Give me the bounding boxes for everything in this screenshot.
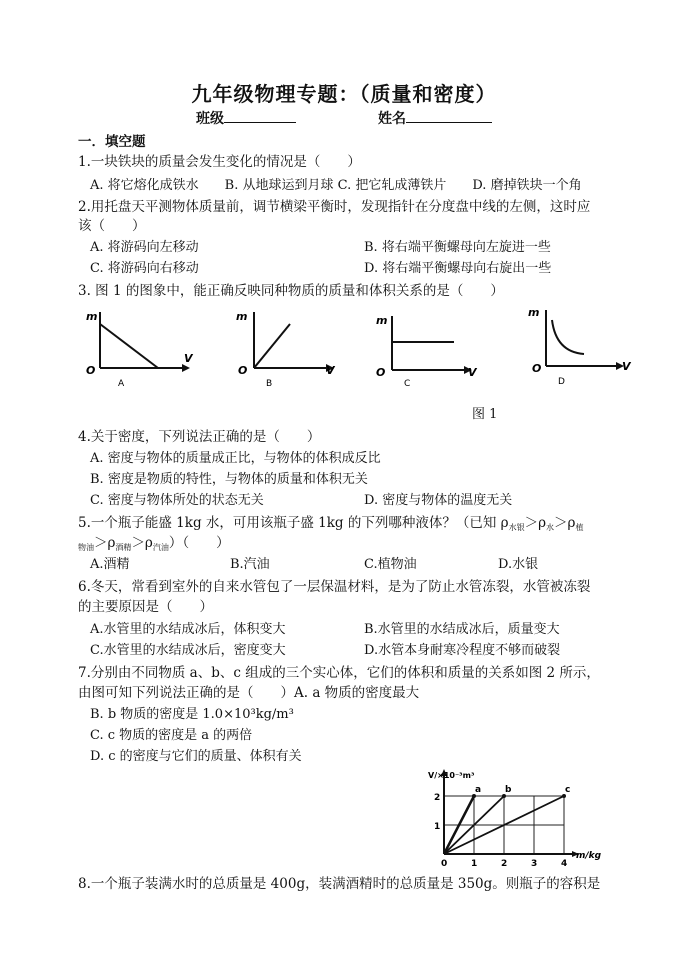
q2-option-b: B. 将右端平衡螺母向左旋进一些 bbox=[364, 240, 551, 255]
q5-option-a: A.酒精 bbox=[90, 557, 130, 572]
q5-sub-plant: 植 bbox=[575, 523, 584, 532]
graph-d-axis-m: m bbox=[528, 306, 540, 319]
graph-c bbox=[376, 314, 478, 389]
q5-line2-b: ＞ρ bbox=[94, 535, 116, 551]
q6-option-d: D.水管本身耐寒冷程度不够而破裂 bbox=[364, 643, 561, 658]
q5-line2-d: ）（ ） bbox=[168, 535, 230, 551]
section-heading: 一．填空题 bbox=[78, 134, 146, 150]
chart-series-label-b: b bbox=[505, 785, 512, 795]
q5-option-b: B.汽油 bbox=[230, 557, 270, 572]
q6-option-c: C.水管里的水结成冰后，密度变大 bbox=[90, 643, 286, 658]
q1-stem: 1.一块铁块的质量会发生变化的情况是（ ） bbox=[78, 154, 361, 170]
figure-1-graphs bbox=[80, 304, 640, 400]
q5-option-c: C.植物油 bbox=[364, 557, 417, 572]
graph-d bbox=[528, 306, 632, 387]
q2-option-a: A. 将游码向左移动 bbox=[90, 240, 199, 255]
graph-a-origin: O bbox=[86, 364, 96, 377]
graph-c-label: C bbox=[404, 379, 411, 389]
q4-option-b: B. 密度是物质的特性，与物体的质量和体积无关 bbox=[90, 472, 368, 487]
graph-b bbox=[236, 310, 336, 389]
q5-option-d: D.水银 bbox=[498, 557, 539, 572]
q4-option-c: C. 密度与物体所处的状态无关 bbox=[90, 493, 264, 508]
q3-stem: 3. 图 1 的图象中，能正确反映同种物质的质量和体积关系的是（ ） bbox=[78, 283, 504, 299]
graph-c-origin: O bbox=[376, 366, 386, 379]
chart-x-tick-label: 4 bbox=[561, 859, 568, 869]
q7-option-c: C. c 物质的密度是 a 的两倍 bbox=[90, 728, 253, 743]
chart-x-tick-label: 1 bbox=[471, 859, 478, 869]
chart-x-tick-label: 0 bbox=[441, 859, 448, 869]
q6-stem-line1: 6.冬天，常看到室外的自来水管包了一层保温材料，是为了防止水管冻裂，水管被冻裂 bbox=[78, 579, 591, 595]
q1-options: A. 将它熔化成铁水 B. 从地球运到月球 C. 把它轧成薄铁片 D. 磨掉铁块一个角 bbox=[90, 178, 582, 193]
graph-b-axis-v: V bbox=[326, 364, 335, 377]
graph-c-axis-m: m bbox=[376, 314, 388, 327]
chart-x-tick-label: 3 bbox=[531, 859, 538, 869]
graph-c-axis-v: V bbox=[468, 366, 477, 379]
q7-stem-line2: 由图可知下列说法正确的是（ ）A. a 物质的密度最大 bbox=[78, 685, 420, 701]
graph-b-label: B bbox=[266, 379, 273, 389]
q5-line2-c: ＞ρ bbox=[131, 535, 153, 551]
graph-a-label: A bbox=[118, 379, 125, 389]
q4-option-d: D. 密度与物体的温度无关 bbox=[364, 493, 513, 508]
name-label: 姓名 bbox=[378, 111, 406, 127]
q4-option-a: A. 密度与物体的质量成正比，与物体的体积成反比 bbox=[90, 451, 381, 466]
q6-option-a: A.水管里的水结成冰后，体积变大 bbox=[90, 622, 286, 637]
q5-stem-pre: 5.一个瓶子能盛 1kg 水，可用该瓶子盛 1kg 的下列哪种液体？（已知 ρ bbox=[78, 515, 509, 531]
graph-d-axis-v: V bbox=[622, 360, 631, 373]
chart-y-tick-label: 1 bbox=[434, 822, 441, 832]
q5-sub-alcohol: 酒精 bbox=[115, 543, 132, 552]
page-title: 九年级物理专题：（质量和密度） bbox=[191, 82, 497, 106]
q6-stem-line2: 的主要原因是（ ） bbox=[78, 599, 213, 615]
q4-stem: 4.关于密度，下列说法正确的是（ ） bbox=[78, 429, 321, 445]
graph-b-axis-m: m bbox=[236, 310, 248, 323]
chart-y-axis-label: V/×10⁻³m³ bbox=[428, 771, 475, 780]
q5-mid1: ＞ρ bbox=[524, 515, 547, 531]
q7-option-d: D. c 的密度与它们的质量、体积有关 bbox=[90, 749, 302, 764]
q8-stem: 8.一个瓶子装满水时的总质量是 400g，装满酒精时的总质量是 350g。则瓶子的容积是 bbox=[78, 876, 601, 892]
q6-option-b: B.水管里的水结成冰后，质量变大 bbox=[364, 622, 560, 637]
name-field bbox=[378, 108, 492, 128]
q2-option-c: C. 将游码向右移动 bbox=[90, 261, 199, 276]
name-blank bbox=[406, 108, 492, 123]
chart-x-tick-label: 2 bbox=[501, 859, 508, 869]
q5-sub-oil: 物油 bbox=[78, 543, 94, 552]
q7-option-b: B. b 物质的密度是 1.0×10³kg/m³ bbox=[90, 707, 294, 722]
q2-stem-line2: 该（ ） bbox=[78, 218, 146, 234]
graph-a-axis-m: m bbox=[86, 310, 98, 323]
graph-d-label: D bbox=[558, 377, 565, 387]
q5-mid2: ＞ρ bbox=[554, 515, 576, 531]
class-label: 班级 bbox=[196, 111, 224, 127]
chart-series-label-a: a bbox=[475, 785, 482, 795]
figure-1-caption: 图 1 bbox=[472, 407, 498, 422]
chart-series-label-c: c bbox=[565, 785, 571, 795]
q5-sub-mercury: 水银 bbox=[508, 523, 525, 532]
q2-option-d: D. 将右端平衡螺母向右旋出一些 bbox=[364, 261, 552, 276]
q5-sub-gasoline: 汽油 bbox=[152, 543, 169, 552]
q2-stem-line1: 2.用托盘天平测物体质量前，调节横梁平衡时，发现指针在分度盘中线的左侧，这时应 bbox=[78, 199, 591, 215]
figure-2-chart bbox=[420, 768, 635, 870]
graph-b-origin: O bbox=[238, 364, 248, 377]
graph-a bbox=[86, 310, 194, 389]
q5-sub-water: 水 bbox=[546, 523, 555, 532]
q7-stem-line1: 7.分别由不同物质 a、b、c 组成的三个实心体，它们的体积和质量的关系如图 2 所示， bbox=[78, 665, 600, 681]
graph-a-axis-v: V bbox=[184, 352, 193, 365]
graph-d-origin: O bbox=[532, 362, 542, 375]
class-field bbox=[196, 108, 296, 128]
chart-x-axis-label: m/kg bbox=[576, 851, 602, 861]
class-blank bbox=[224, 108, 296, 123]
chart-y-tick-label: 2 bbox=[434, 793, 441, 803]
